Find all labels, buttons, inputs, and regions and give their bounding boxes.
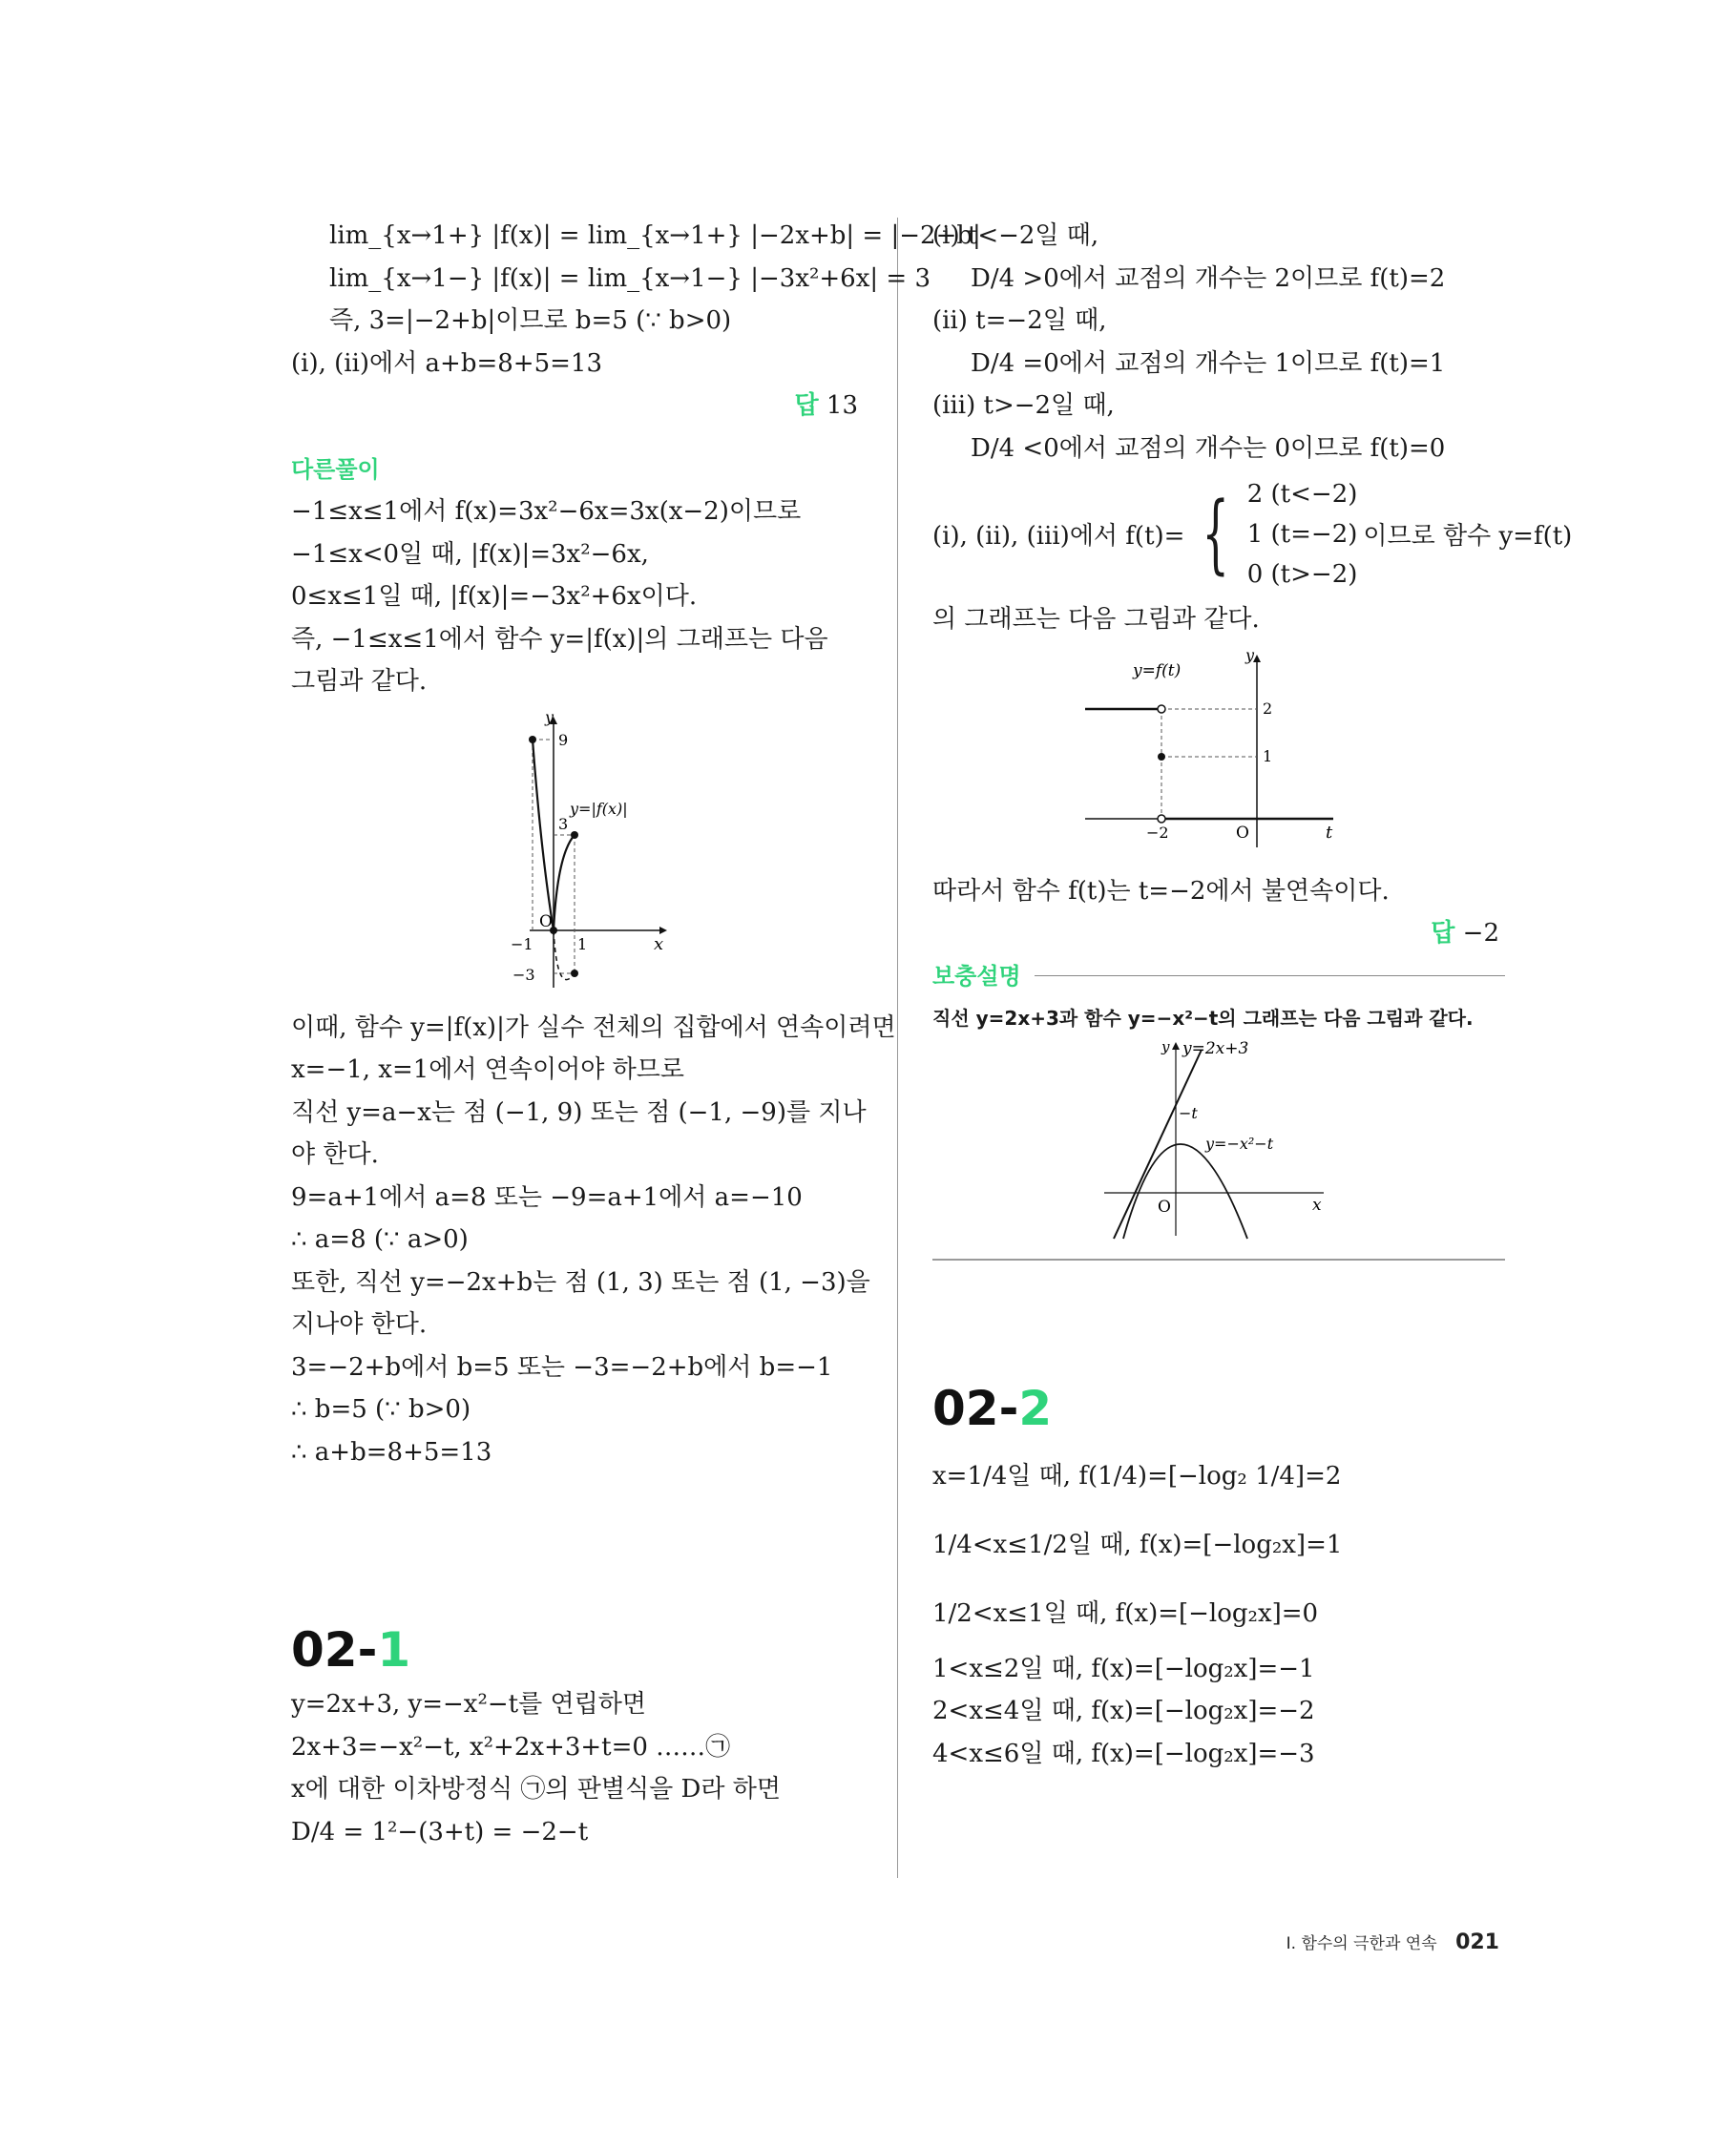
cont-line: ∴ a=8 (∵ a>0) bbox=[291, 1225, 469, 1254]
answer-value: −2 bbox=[1462, 919, 1499, 948]
chapter-title: Ⅰ. 함수의 극한과 연속 bbox=[1286, 1934, 1437, 1953]
x-axis-arrow bbox=[659, 927, 667, 934]
sec-line: x에 대한 이차방정식 ㉠의 판별식을 D라 하면 bbox=[291, 1775, 781, 1804]
sec-line: y=2x+3, y=−x²−t를 연립하면 bbox=[291, 1690, 646, 1719]
vertex-label: −t bbox=[1179, 1103, 1198, 1122]
supplement-rule bbox=[1035, 975, 1505, 976]
tick-ym3: −3 bbox=[512, 965, 535, 984]
cont-line: 3=−2+b에서 b=5 또는 −3=−2+b에서 b=−1 bbox=[291, 1352, 833, 1382]
graph-abs-fx bbox=[463, 711, 692, 997]
sec-line: 1<x≤2일 때, f(x)=[−log₂x]=−1 bbox=[932, 1654, 1315, 1683]
section-heading-02-1 bbox=[291, 1617, 864, 1683]
cont-line: 또한, 직선 y=−2x+b는 점 (1, 3) 또는 점 (1, −3)을 bbox=[291, 1267, 870, 1297]
y-axis-label: y bbox=[1161, 1039, 1170, 1055]
origin-label: O bbox=[1236, 823, 1249, 843]
supplement-text: 직선 y=2x+3과 함수 y=−x²−t의 그래프는 다음 그림과 같다. bbox=[932, 1007, 1474, 1030]
sec-line: 4<x≤6일 때, f(x)=[−log₂x]=−3 bbox=[932, 1739, 1315, 1768]
case-line: (ⅰ) t<−2일 때, bbox=[932, 221, 1099, 250]
column-divider bbox=[897, 218, 898, 1878]
point-minus1-9 bbox=[529, 736, 536, 743]
answer-label: 답 bbox=[794, 391, 819, 420]
left-branch-curve bbox=[533, 740, 554, 930]
point-1-minus3 bbox=[571, 970, 578, 977]
piecewise-brace: { bbox=[1202, 483, 1230, 584]
y-axis-arrow bbox=[1172, 1042, 1180, 1050]
answer-line bbox=[291, 385, 864, 428]
alt-solution-title: 다른풀이 bbox=[291, 455, 380, 483]
tick-y3: 3 bbox=[558, 814, 569, 833]
sec-line: 2<x≤4일 때, f(x)=[−log₂x]=−2 bbox=[932, 1697, 1315, 1725]
piecewise-cases bbox=[1247, 474, 1358, 595]
line-label: y=2x+3 bbox=[1182, 1039, 1249, 1058]
y-axis-label: y bbox=[545, 710, 554, 726]
section-heading-02-2 bbox=[932, 1375, 1505, 1442]
piece-case: 0 (t>−2) bbox=[1246, 559, 1358, 589]
graph-line-parabola bbox=[1095, 1040, 1343, 1245]
supplement-title: 보충설명 bbox=[932, 962, 1021, 990]
tick-xm1: −1 bbox=[511, 934, 533, 953]
right-column bbox=[932, 215, 1573, 1775]
open-point-y2 bbox=[1158, 705, 1165, 713]
cont-line: 지나야 한다. bbox=[291, 1310, 428, 1339]
case-line: (ⅲ) t>−2일 때, bbox=[932, 391, 1115, 420]
cont-line: 직선 y=a−x는 점 (−1, 9) 또는 점 (−1, −9)를 지나 bbox=[291, 1097, 867, 1127]
page-number: 021 bbox=[1455, 1930, 1499, 1954]
piecewise-prefix: (ⅰ), (ⅱ), (ⅲ)에서 f(t)= bbox=[932, 522, 1185, 551]
case-line: D/4 =0에서 교점의 개수는 1이므로 f(t)=1 bbox=[971, 348, 1446, 378]
section-prefix: 02- bbox=[291, 1622, 378, 1678]
piecewise-block bbox=[932, 469, 1573, 598]
cont-line: 야 한다. bbox=[291, 1140, 379, 1169]
y-axis-label: y bbox=[1245, 646, 1255, 664]
graph-intro: 의 그래프는 다음 그림과 같다. bbox=[932, 605, 1260, 634]
case-line: D/4 <0에서 교점의 개수는 0이므로 f(t)=0 bbox=[971, 433, 1446, 463]
tick-tm2: −2 bbox=[1146, 823, 1169, 842]
sec-line: 1/4<x≤1/2일 때, f(x)=[−log₂x]=1 bbox=[932, 1530, 1343, 1559]
closed-point-y1 bbox=[1158, 753, 1165, 761]
parabola-label: y=−x²−t bbox=[1205, 1134, 1274, 1153]
cont-line: ∴ a+b=8+5=13 bbox=[291, 1437, 492, 1467]
piecewise-suffix: 이므로 함수 y=f(t) bbox=[1363, 522, 1573, 551]
supplement-header bbox=[932, 955, 1505, 998]
alt-line: 0≤x≤1일 때, |f(x)|=−3x²+6x이다. bbox=[291, 582, 698, 611]
cont-line: 9=a+1에서 a=8 또는 −9=a+1에서 a=−10 bbox=[291, 1182, 803, 1212]
b-result-line: 즉, 3=|−2+b|이므로 b=5 (∵ b>0) bbox=[329, 306, 732, 335]
page-footer bbox=[1286, 1930, 1499, 1954]
tick-x1: 1 bbox=[577, 934, 588, 953]
sec-line: 2x+3=−x²−t, x²+2x+3+t=0 ……㉠ bbox=[291, 1732, 731, 1762]
origin-label: O bbox=[539, 911, 553, 931]
tick-y1: 1 bbox=[1263, 746, 1273, 765]
piece-case: 1 (t=−2) bbox=[1246, 519, 1358, 549]
alt-line: −1≤x<0일 때, |f(x)|=3x²−6x, bbox=[291, 539, 649, 569]
y-axis-arrow bbox=[1253, 655, 1261, 662]
limit-left-line: lim_{x→1−} |f(x)| = lim_{x→1−} |−3x²+6x| = 3 bbox=[329, 263, 931, 293]
case-line: D/4 >0에서 교점의 개수는 2이므로 f(t)=2 bbox=[971, 263, 1446, 293]
point-1-3 bbox=[571, 831, 578, 839]
open-point-y0 bbox=[1158, 815, 1165, 823]
tick-y2: 2 bbox=[1263, 699, 1273, 718]
curve-label: y=|f(x)| bbox=[570, 799, 628, 818]
x-axis-label: x bbox=[654, 933, 664, 954]
sec-line: x=1/4일 때, f(1/4)=[−log₂ 1/4]=2 bbox=[932, 1461, 1342, 1491]
x-axis-label: x bbox=[1312, 1195, 1322, 1215]
answer-value: 13 bbox=[826, 391, 858, 420]
sec-line: 1/2<x≤1일 때, f(x)=[−log₂x]=0 bbox=[932, 1598, 1319, 1628]
cont-line: x=−1, x=1에서 연속이어야 하므로 bbox=[291, 1055, 684, 1084]
case-line: (ⅱ) t=−2일 때, bbox=[932, 306, 1107, 335]
piece-case: 2 (t<−2) bbox=[1246, 479, 1358, 509]
section-prefix: 02- bbox=[932, 1380, 1019, 1436]
t-axis-label: t bbox=[1326, 822, 1333, 843]
alt-line: −1≤x≤1에서 f(x)=3x²−6x=3x(x−2)이므로 bbox=[291, 497, 802, 526]
cont-line: 이때, 함수 y=|f(x)|가 실수 전체의 집합에서 연속이려면 bbox=[291, 1012, 896, 1042]
alt-line: 그림과 같다. bbox=[291, 667, 428, 696]
sum-result-line: (ⅰ), (ⅱ)에서 a+b=8+5=13 bbox=[291, 348, 602, 378]
right-branch-curve bbox=[554, 835, 575, 930]
section-number: 1 bbox=[377, 1622, 411, 1678]
section-number: 2 bbox=[1018, 1380, 1053, 1436]
tick-y9: 9 bbox=[558, 730, 569, 749]
function-label: y=f(t) bbox=[1133, 660, 1182, 680]
parabola-curve bbox=[1123, 1144, 1247, 1239]
answer-label: 답 bbox=[1431, 919, 1455, 948]
alt-line: 즉, −1≤x≤1에서 함수 y=|f(x)|의 그래프는 다음 bbox=[291, 624, 828, 654]
sec-line: D/4 = 1²−(3+t) = −2−t bbox=[291, 1817, 589, 1846]
origin-label: O bbox=[1158, 1197, 1171, 1217]
conclusion-line: 따라서 함수 f(t)는 t=−2에서 불연속이다. bbox=[932, 876, 1390, 906]
cont-line: ∴ b=5 (∵ b>0) bbox=[291, 1395, 471, 1424]
answer-line bbox=[932, 912, 1505, 955]
graph-ft-step bbox=[1076, 647, 1362, 857]
limit-right-line: lim_{x→1+} |f(x)| = lim_{x→1+} |−2x+b| = |−2+b| bbox=[329, 221, 981, 250]
